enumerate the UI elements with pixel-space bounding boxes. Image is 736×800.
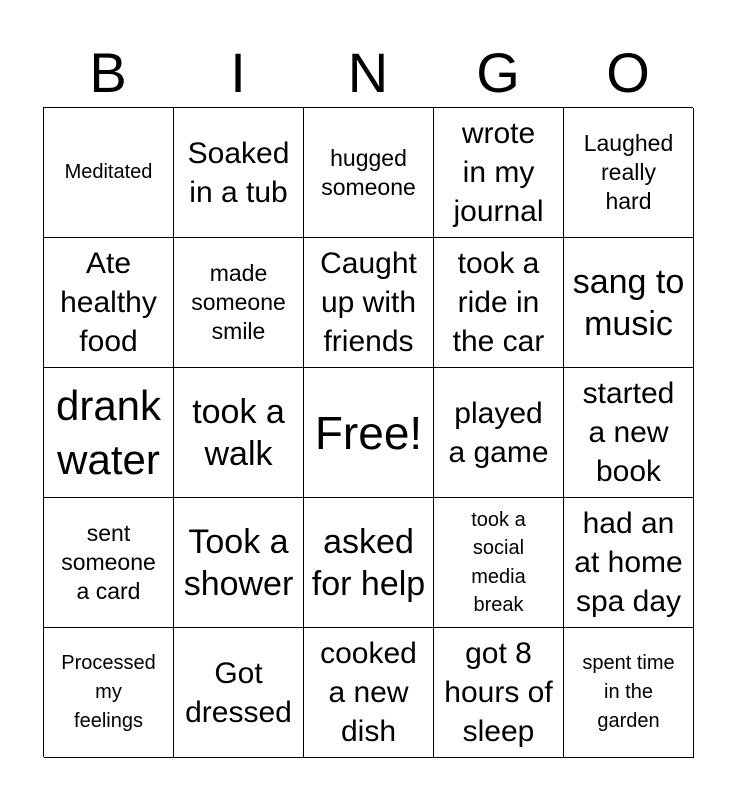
bingo-cell-had-an-at-home-spa-day[interactable]: had an at home spa day	[564, 498, 694, 628]
bingo-cell-ate-healthy-food[interactable]: Ate healthy food	[44, 238, 174, 368]
bingo-cell-laughed-really-hard[interactable]: Laughed really hard	[564, 108, 694, 238]
bingo-cell-sent-someone-a-card[interactable]: sent someone a card	[44, 498, 174, 628]
bingo-cell-caught-up-with-friends[interactable]: Caught up with friends	[304, 238, 434, 368]
bingo-cell-wrote-in-my-journal[interactable]: wrote in my journal	[434, 108, 564, 238]
bingo-cell-took-a-ride-in-the-car[interactable]: took a ride in the car	[434, 238, 564, 368]
bingo-cell-got-8-hours-of-sleep[interactable]: got 8 hours of sleep	[434, 628, 564, 758]
bingo-board	[43, 107, 693, 757]
bingo-cell-got-dressed[interactable]: Got dressed	[174, 628, 304, 758]
header-letter-n: N	[347, 41, 389, 104]
header-letter-o: O	[606, 41, 650, 104]
bingo-cell-took-a-social-media-break[interactable]: took a social media break	[434, 498, 564, 628]
bingo-cell-cooked-a-new-dish[interactable]: cooked a new dish	[304, 628, 434, 758]
bingo-cell-spent-time-in-the-garden[interactable]: spent time in the garden	[564, 628, 694, 758]
bingo-cell-took-a-shower[interactable]: Took a shower	[174, 498, 304, 628]
header-letter-g: G	[476, 41, 520, 104]
bingo-cell-made-someone-smile[interactable]: made someone smile	[174, 238, 304, 368]
bingo-cell-meditated[interactable]: Meditated	[44, 108, 174, 238]
header-letter-i: I	[230, 41, 246, 104]
bingo-cell-drank-water[interactable]: drank water	[44, 368, 174, 498]
header-letter-b: B	[89, 41, 127, 104]
bingo-cell-sang-to-music[interactable]: sang to music	[564, 238, 694, 368]
bingo-cell-started-a-new-book[interactable]: started a new book	[564, 368, 694, 498]
bingo-header	[43, 38, 693, 108]
bingo-cell-hugged-someone[interactable]: hugged someone	[304, 108, 434, 238]
bingo-cell-processed-my-feelings[interactable]: Processed my feelings	[44, 628, 174, 758]
bingo-cell-took-a-walk[interactable]: took a walk	[174, 368, 304, 498]
bingo-cell-played-a-game[interactable]: played a game	[434, 368, 564, 498]
bingo-cell-asked-for-help[interactable]: asked for help	[304, 498, 434, 628]
bingo-cell-free[interactable]: Free!	[304, 368, 434, 498]
bingo-cell-soaked-in-a-tub[interactable]: Soaked in a tub	[174, 108, 304, 238]
